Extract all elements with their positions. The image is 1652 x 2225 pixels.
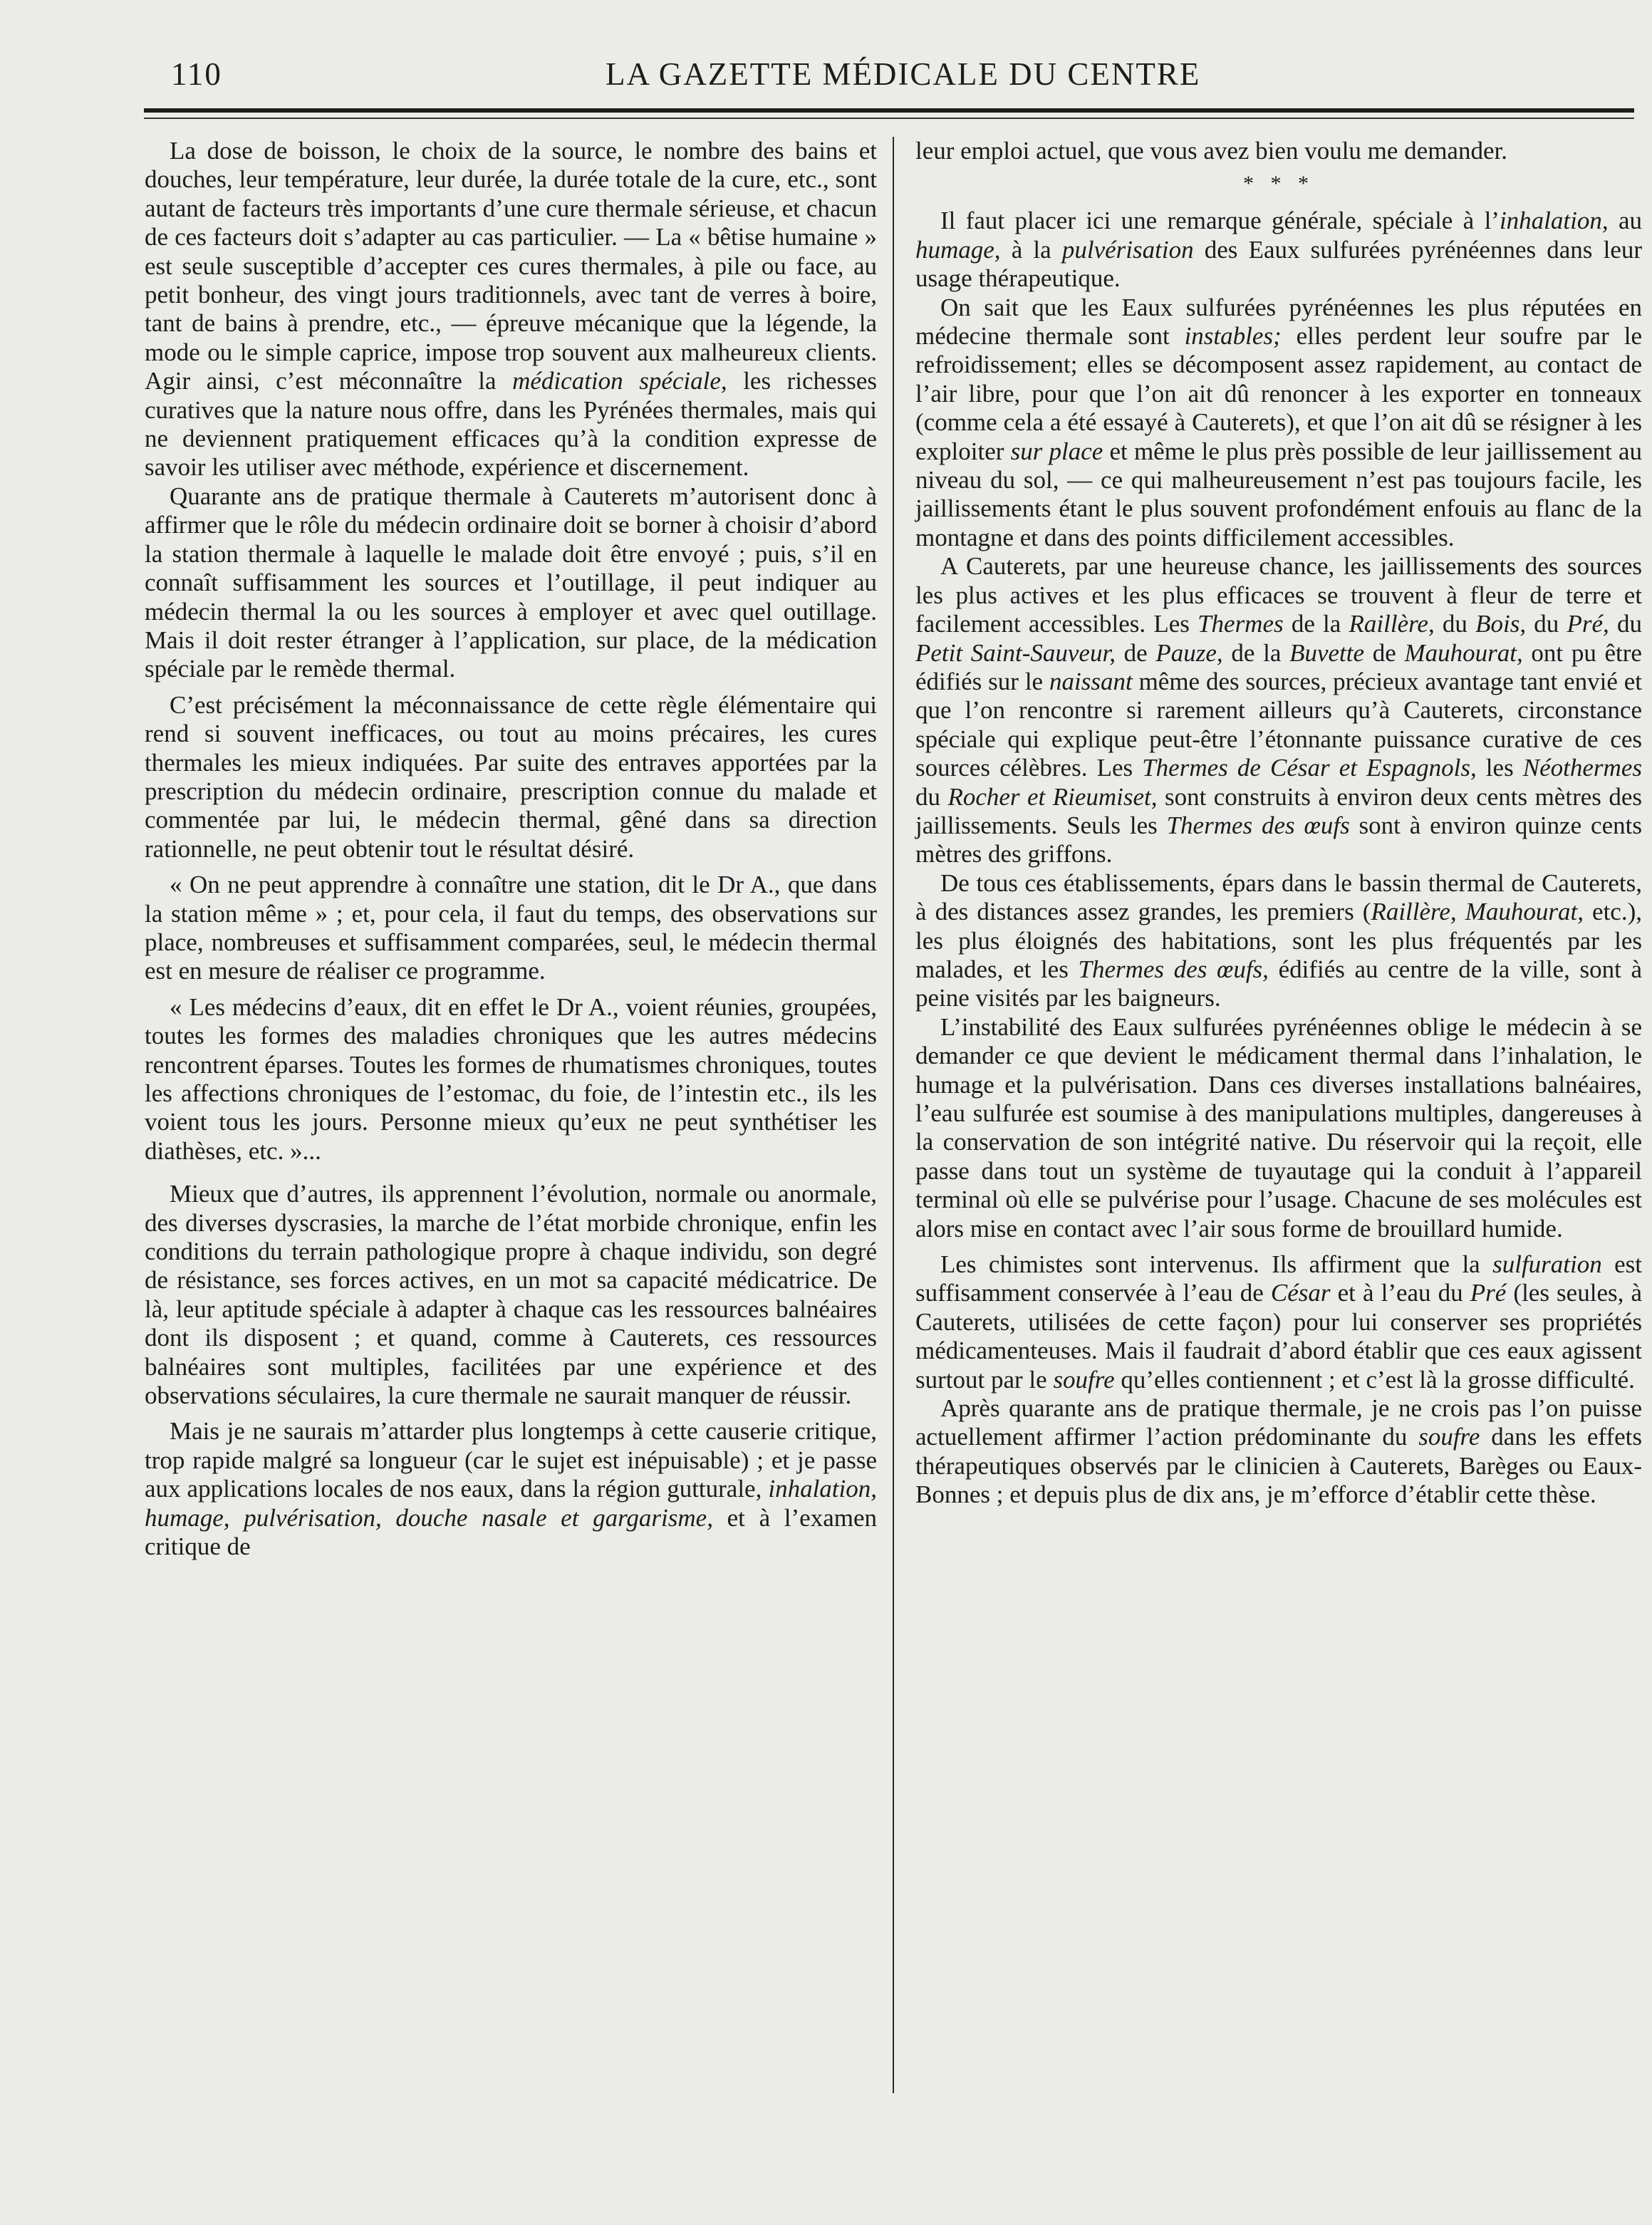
column-divider bbox=[893, 137, 894, 2093]
paragraph: A Cauterets, par une heureuse chance, les jaillissements des sources les plus actives et les plus efficaces se trouvent à fleur de terre et facilement accessibles. Les Thermes de la Raillère, du Bois, du Pré, du Petit Saint-Sauveur, de Pauze, de la Buvette de Mauhourat, ont pu être édifiés sur le naissant même des sources, précieux avantage tant envié et que l’on rencontre si rarement ailleurs qu’à Cauterets, circonstance spéciale qui explique peut-être l’étonnante puissance curative de ces sources célèbres. Les Thermes de César et Espagnols, les Néothermes du Rocher et Rieumiset, sont construits à environ deux cents mètres des jaillissements. Seuls les Thermes des œufs sont à environ quinze cents mètres des griffons. bbox=[915, 552, 1643, 868]
section-separator: * * * bbox=[1243, 172, 1314, 196]
paragraph: On sait que les Eaux sulfurées pyrénéennes les plus réputées en médecine thermale sont instables; elles perdent leur soufre par le refroidissement; elles se décomposent assez rapidement, au contact de l’air libre, pour que l’on ait dû renoncer à les exporter en tonneaux (comme cela a été essayé à Cauterets), et que l’on ait dû se résigner à les exploiter sur place et même le plus près possible de leur jaillissement au niveau du sol, — ce qui malheureusement n’est pas toujours facile, les jaillissements étant le plus souvent profondément enfouis au flanc de la montagne et dans des points difficilement accessibles. bbox=[915, 293, 1643, 551]
right-column bbox=[915, 137, 1642, 1510]
header-rule bbox=[144, 108, 1634, 113]
paragraph: leur emploi actuel, que vous avez bien voulu me demander. bbox=[915, 137, 1507, 165]
paragraph: Les chimistes sont intervenus. Ils affirment que la sulfuration est suffisamment conservée à l’eau de César et à l’eau du Pré (les seules, à Cauterets, utilisées de cette façon) pour lui conserver ses propriétés médicamenteuses. Mais il faudrait d’abord établir que ces eaux agissent surtout par le soufre qu’elles contiennent ; et c’est là la grosse difficulté. bbox=[915, 1250, 1642, 1394]
paragraph: De tous ces établissements, épars dans le bassin thermal de Cauterets, à des distances assez grandes, les premiers (Raillère, Mauhourat, etc.), les plus éloignés des habitations, sont les plus fréquentés par les malades, et les Thermes des œufs, édifiés au centre de la ville, sont à peine visités par les baigneurs. bbox=[915, 868, 1642, 1012]
paragraph: La dose de boisson, le choix de la source, le nombre des bains et douches, leur température, leur durée, la durée totale de la cure, etc., sont autant de facteurs très importants d’une cure thermale sérieuse, et chacun de ces facteurs doit s’adapter au cas particulier. — La « bêtise humaine » est seule susceptible d’accepter ces cures thermales, à pile ou face, au petit bonheur, des vingt jours traditionnels, avec tant de verres à boire, tant de bains à prendre, etc., — épreuve mécanique que la légende, la mode ou le simple caprice, impose trop souvent aux malheureux clients. Agir ainsi, c’est méconnaître la médication spéciale, les richesses curatives que la nature nous offre, dans les Pyrénées thermales, mais qui ne deviennent pratiquement efficaces qu’à la condition expresse de savoir les utiliser avec méthode, expérience et discernement. bbox=[145, 137, 877, 482]
running-header bbox=[171, 56, 1631, 95]
paragraph: « Les médecins d’eaux, dit en effet le Dr A., voient réunies, groupées, toutes les formes des maladies chroniques que les autres médecins rencontrent éparses. Toutes les formes de rhumatismes chroniques, toutes les affections chroniques de l’estomac, du foie, de l’intestin etc., ils les voient tous les jours. Personne mieux qu’eux ne peut synthétiser les diathèses, etc. »... bbox=[145, 992, 877, 1165]
paragraph: Il faut placer ici une remarque générale, spéciale à l’inhalation, au humage, à la pulvérisation des Eaux sulfurées pyrénéennes dans leur usage thérapeutique. bbox=[915, 207, 1643, 293]
journal-title: LA GAZETTE MÉDICALE DU CENTRE bbox=[606, 56, 1201, 92]
paragraph: « On ne peut apprendre à connaître une station, dit le Dr A., que dans la station même » ; et, pour cela, il faut du temps, des observations sur place, nombreuses et suffisamment comparées, seul, le médecin thermal est en mesure de réaliser ce programme. bbox=[145, 871, 877, 985]
paragraph: Mieux que d’autres, ils apprennent l’évolution, normale ou anormale, des diverses dyscrasies, la marche de l’état morbide chronique, enfin les conditions du terrain pathologique propre à chaque individu, son degré de résistance, ses forces actives, en un mot sa capacité médicatrice. De là, leur aptitude spéciale à adapter à chaque cas les ressources balnéaires dont ils disposent ; et quand, comme à Cauterets, ces ressources balnéaires sont multiples, facilitées par une expérience et des observations séculaires, la cure thermale ne saurait manquer de réussir. bbox=[145, 1180, 877, 1410]
page-number: 110 bbox=[171, 56, 222, 92]
paragraph: L’instabilité des Eaux sulfurées pyrénéennes oblige le médecin à se demander ce que devient le médicament thermal dans l’inhalation, le humage et la pulvérisation. Dans ces diverses installations balnéaires, l’eau sulfurée est soumise à des manipulations multiples, dangereuses à la conservation de son intégrité native. Du réservoir qui la reçoit, elle passe dans tout un système de tuyautage qui la conduit à l’appareil terminal où elle se pulvérise pour l’usage. Chacune de ses molécules est alors mise en contact avec l’air sous forme de brouillard humide. bbox=[915, 1012, 1642, 1243]
paragraph: Quarante ans de pratique thermale à Cauterets m’autorisent donc à affirmer que le rôle du médecin ordinaire doit se borner à choisir d’abord la station thermale à laquelle le malade doit être envoyé ; puis, s’il en connaît suffisamment les sources et l’outillage, il peut indiquer au médecin thermal la ou les sources à employer et avec quel outillage. Mais il doit rester étranger à l’application, sur place, de la médication spéciale par le remède thermal. bbox=[145, 482, 877, 683]
paragraph: C’est précisément la méconnaissance de cette règle élémentaire qui rend si souvent inefficaces, ou tout au moins précaires, les cures thermales les mieux indiquées. Par suite des entraves apportées par la prescription du médecin ordinaire, prescription connue du malade et commentée par lui, le médecin thermal, gêné dans sa direction rationnelle, ne peut obtenir tout le résultat désiré. bbox=[145, 690, 877, 863]
paragraph: Après quarante ans de pratique thermale, je ne crois pas l’on puisse actuellement affirmer l’action prédominante du soufre dans les effets thérapeutiques observés par le clinicien à Cauterets, Barèges ou Eaux-Bonnes ; et depuis plus de dix ans, je m’efforce d’établir cette thèse. bbox=[915, 1394, 1642, 1509]
header-rule-thin bbox=[144, 118, 1634, 119]
paragraph: Mais je ne saurais m’attarder plus longtemps à cette causerie critique, trop rapide malgré sa longueur (car le sujet est inépuisable) ; et je passe aux applications locales de nos eaux, dans la région gutturale, inhalation, humage, pulvérisation, douche nasale et gargarisme, et à l’examen critique de bbox=[145, 1417, 878, 1561]
left-column bbox=[145, 137, 877, 1562]
